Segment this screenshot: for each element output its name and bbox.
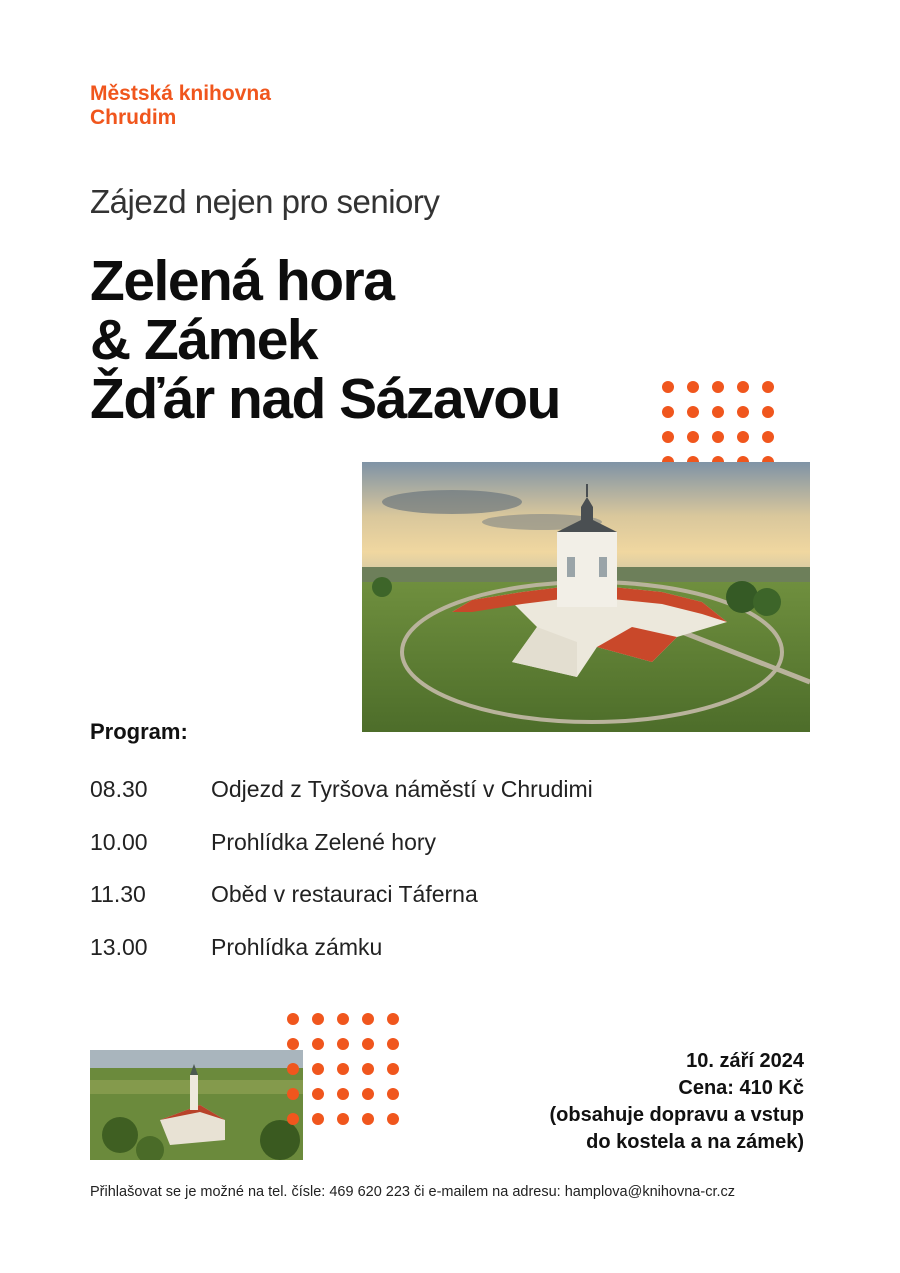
decorative-dot bbox=[287, 1063, 299, 1075]
decorative-dot bbox=[387, 1013, 399, 1025]
event-title bbox=[90, 249, 560, 431]
decorative-dots-bottom bbox=[287, 1013, 399, 1125]
program-description: Prohlídka Zelené hory bbox=[211, 828, 437, 855]
decorative-dot bbox=[712, 381, 724, 393]
event-info bbox=[550, 1048, 804, 1156]
decorative-dot bbox=[337, 1038, 349, 1050]
decorative-dot bbox=[287, 1013, 299, 1025]
title-line-2: & Zámek bbox=[90, 308, 318, 372]
decorative-dot bbox=[362, 1013, 374, 1025]
decorative-dot bbox=[712, 406, 724, 418]
decorative-dot bbox=[362, 1088, 374, 1100]
program-item bbox=[90, 881, 593, 934]
program-item bbox=[90, 776, 593, 829]
decorative-dot bbox=[362, 1113, 374, 1125]
program-item bbox=[90, 829, 593, 882]
decorative-dot bbox=[712, 431, 724, 443]
decorative-dot bbox=[762, 381, 774, 393]
program-time: 13.00 bbox=[90, 933, 148, 960]
decorative-dot bbox=[312, 1038, 324, 1050]
zdar-castle-photo bbox=[90, 1050, 303, 1160]
decorative-dot bbox=[337, 1013, 349, 1025]
logo-line-2: Chrudim bbox=[90, 106, 177, 129]
decorative-dot bbox=[312, 1088, 324, 1100]
decorative-dot bbox=[387, 1038, 399, 1050]
decorative-dot bbox=[362, 1063, 374, 1075]
decorative-dot bbox=[337, 1063, 349, 1075]
program-description: Oběd v restauraci Táferna bbox=[211, 881, 478, 907]
program-time: 10.00 bbox=[90, 828, 148, 855]
decorative-dot bbox=[387, 1113, 399, 1125]
decorative-dot bbox=[737, 406, 749, 418]
decorative-dot bbox=[387, 1088, 399, 1100]
decorative-dot bbox=[387, 1063, 399, 1075]
decorative-dot bbox=[737, 381, 749, 393]
library-logo bbox=[90, 82, 271, 130]
program-description: Prohlídka zámku bbox=[211, 933, 383, 960]
decorative-dot bbox=[762, 431, 774, 443]
program-item bbox=[90, 934, 593, 987]
logo-line-1: Městská knihovna bbox=[90, 82, 271, 105]
event-date: 10. září 2024 bbox=[686, 1050, 804, 1072]
decorative-dot bbox=[312, 1013, 324, 1025]
decorative-dot bbox=[762, 406, 774, 418]
program-list bbox=[90, 776, 593, 986]
decorative-dot bbox=[287, 1038, 299, 1050]
program-description: Odjezd z Tyršova náměstí v Chrudimi bbox=[211, 776, 593, 802]
decorative-dot bbox=[687, 406, 699, 418]
decorative-dot bbox=[662, 381, 674, 393]
decorative-dot bbox=[337, 1113, 349, 1125]
decorative-dot bbox=[662, 406, 674, 418]
event-price: Cena: 410 Kč bbox=[678, 1077, 804, 1099]
decorative-dot bbox=[362, 1038, 374, 1050]
title-line-3: Žďár nad Sázavou bbox=[90, 367, 560, 431]
program-time: 11.30 bbox=[90, 881, 146, 907]
decorative-dot bbox=[312, 1063, 324, 1075]
decorative-dot bbox=[737, 431, 749, 443]
decorative-dot bbox=[687, 431, 699, 443]
decorative-dot bbox=[687, 381, 699, 393]
zelena-hora-church-photo bbox=[362, 462, 810, 732]
decorative-dot bbox=[337, 1088, 349, 1100]
event-subtitle: Zájezd nejen pro seniory bbox=[90, 183, 440, 220]
decorative-dot bbox=[287, 1113, 299, 1125]
program-time: 08.30 bbox=[90, 776, 148, 802]
title-line-1: Zelená hora bbox=[90, 249, 394, 313]
decorative-dot bbox=[662, 431, 674, 443]
price-note-line-2: do kostela a na zámek) bbox=[586, 1131, 804, 1153]
price-note-line-1: (obsahuje dopravu a vstup bbox=[549, 1104, 804, 1126]
registration-info: Přihlašovat se je možné na tel. čísle: 469 620 223 či e-mailem na adresu: hamplova@knihovna-cr.cz bbox=[90, 1184, 735, 1200]
program-heading: Program: bbox=[90, 719, 188, 744]
decorative-dot bbox=[287, 1088, 299, 1100]
decorative-dot bbox=[312, 1113, 324, 1125]
